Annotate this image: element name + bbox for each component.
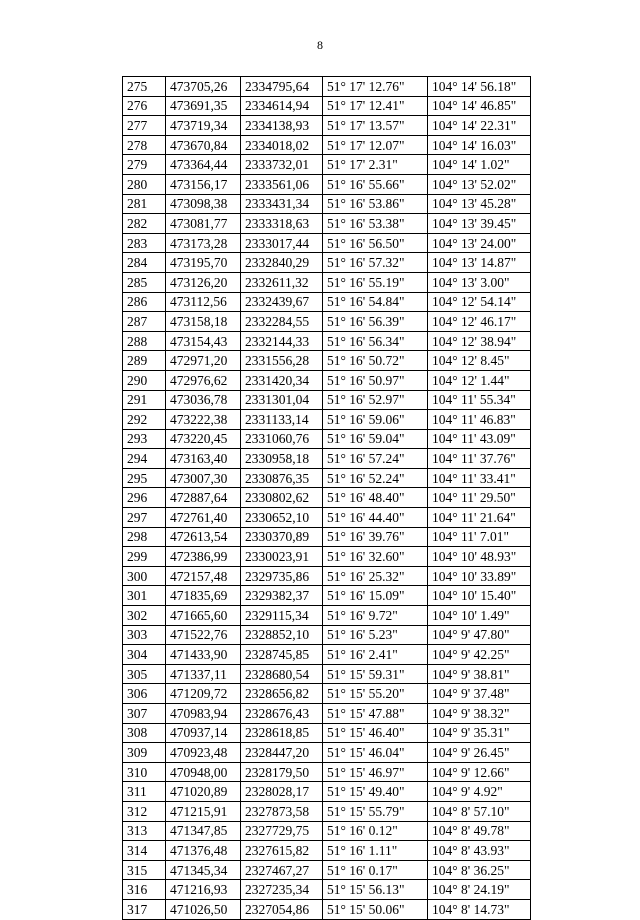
latitude-cell: 51° 15' 56.13"	[323, 880, 428, 900]
table-row	[123, 664, 531, 684]
longitude-cell: 104° 9' 38.32"	[428, 704, 531, 724]
x-coordinate-cell: 473156,17	[166, 174, 241, 194]
latitude-cell: 51° 16' 2.41"	[323, 645, 428, 665]
table-row	[123, 292, 531, 312]
table-row	[123, 508, 531, 528]
longitude-cell: 104° 13' 14.87"	[428, 253, 531, 273]
y-coordinate-cell: 2328028,17	[241, 782, 323, 802]
longitude-cell: 104° 14' 46.85"	[428, 96, 531, 116]
point-number-cell: 302	[123, 606, 166, 626]
table-row	[123, 272, 531, 292]
x-coordinate-cell: 471209,72	[166, 684, 241, 704]
x-coordinate-cell: 472887,64	[166, 488, 241, 508]
latitude-cell: 51° 15' 55.20"	[323, 684, 428, 704]
table-row	[123, 449, 531, 469]
table-row	[123, 155, 531, 175]
longitude-cell: 104° 11' 55.34"	[428, 390, 531, 410]
longitude-cell: 104° 13' 39.45"	[428, 214, 531, 234]
table-row	[123, 684, 531, 704]
point-number-cell: 315	[123, 860, 166, 880]
point-number-cell: 300	[123, 566, 166, 586]
y-coordinate-cell: 2334138,93	[241, 116, 323, 136]
y-coordinate-cell: 2333431,34	[241, 194, 323, 214]
table-row	[123, 821, 531, 841]
table-row	[123, 214, 531, 234]
x-coordinate-cell: 473163,40	[166, 449, 241, 469]
longitude-cell: 104° 11' 7.01"	[428, 527, 531, 547]
point-number-cell: 277	[123, 116, 166, 136]
latitude-cell: 51° 16' 59.04"	[323, 429, 428, 449]
longitude-cell: 104° 8' 36.25"	[428, 860, 531, 880]
y-coordinate-cell: 2327235,34	[241, 880, 323, 900]
longitude-cell: 104° 11' 33.41"	[428, 468, 531, 488]
table-row	[123, 645, 531, 665]
y-coordinate-cell: 2327873,58	[241, 801, 323, 821]
y-coordinate-cell: 2328618,85	[241, 723, 323, 743]
y-coordinate-cell: 2327467,27	[241, 860, 323, 880]
point-number-cell: 297	[123, 508, 166, 528]
point-number-cell: 280	[123, 174, 166, 194]
table-row	[123, 762, 531, 782]
y-coordinate-cell: 2328745,85	[241, 645, 323, 665]
x-coordinate-cell: 472976,62	[166, 370, 241, 390]
y-coordinate-cell: 2331556,28	[241, 351, 323, 371]
longitude-cell: 104° 14' 16.03"	[428, 135, 531, 155]
y-coordinate-cell: 2330876,35	[241, 468, 323, 488]
latitude-cell: 51° 15' 59.31"	[323, 664, 428, 684]
table-row	[123, 606, 531, 626]
latitude-cell: 51° 15' 46.40"	[323, 723, 428, 743]
latitude-cell: 51° 16' 48.40"	[323, 488, 428, 508]
point-number-cell: 295	[123, 468, 166, 488]
y-coordinate-cell: 2330652,10	[241, 508, 323, 528]
x-coordinate-cell: 471337,11	[166, 664, 241, 684]
longitude-cell: 104° 13' 24.00"	[428, 233, 531, 253]
table-row	[123, 860, 531, 880]
table-row	[123, 351, 531, 371]
latitude-cell: 51° 16' 56.34"	[323, 331, 428, 351]
table-row	[123, 723, 531, 743]
table-row	[123, 899, 531, 919]
y-coordinate-cell: 2328676,43	[241, 704, 323, 724]
y-coordinate-cell: 2332284,55	[241, 312, 323, 332]
point-number-cell: 303	[123, 625, 166, 645]
x-coordinate-cell: 471347,85	[166, 821, 241, 841]
table-row	[123, 135, 531, 155]
x-coordinate-cell: 471026,50	[166, 899, 241, 919]
latitude-cell: 51° 16' 55.66"	[323, 174, 428, 194]
point-number-cell: 278	[123, 135, 166, 155]
point-number-cell: 285	[123, 272, 166, 292]
latitude-cell: 51° 15' 50.06"	[323, 899, 428, 919]
latitude-cell: 51° 16' 5.23"	[323, 625, 428, 645]
latitude-cell: 51° 16' 32.60"	[323, 547, 428, 567]
table-row	[123, 468, 531, 488]
point-number-cell: 313	[123, 821, 166, 841]
x-coordinate-cell: 471376,48	[166, 841, 241, 861]
latitude-cell: 51° 17' 12.41"	[323, 96, 428, 116]
coordinates-table-body	[123, 77, 531, 920]
x-coordinate-cell: 473098,38	[166, 194, 241, 214]
latitude-cell: 51° 15' 49.40"	[323, 782, 428, 802]
y-coordinate-cell: 2332611,32	[241, 272, 323, 292]
longitude-cell: 104° 11' 21.64"	[428, 508, 531, 528]
x-coordinate-cell: 472613,54	[166, 527, 241, 547]
x-coordinate-cell: 473112,56	[166, 292, 241, 312]
y-coordinate-cell: 2327615,82	[241, 841, 323, 861]
latitude-cell: 51° 16' 50.97"	[323, 370, 428, 390]
latitude-cell: 51° 16' 53.38"	[323, 214, 428, 234]
x-coordinate-cell: 473705,26	[166, 77, 241, 97]
y-coordinate-cell: 2328852,10	[241, 625, 323, 645]
latitude-cell: 51° 15' 46.04"	[323, 743, 428, 763]
longitude-cell: 104° 10' 33.89"	[428, 566, 531, 586]
y-coordinate-cell: 2333732,01	[241, 155, 323, 175]
longitude-cell: 104° 14' 1.02"	[428, 155, 531, 175]
point-number-cell: 316	[123, 880, 166, 900]
x-coordinate-cell: 473220,45	[166, 429, 241, 449]
x-coordinate-cell: 472386,99	[166, 547, 241, 567]
table-row	[123, 370, 531, 390]
point-number-cell: 286	[123, 292, 166, 312]
x-coordinate-cell: 473670,84	[166, 135, 241, 155]
longitude-cell: 104° 14' 56.18"	[428, 77, 531, 97]
longitude-cell: 104° 9' 47.80"	[428, 625, 531, 645]
longitude-cell: 104° 11' 46.83"	[428, 410, 531, 430]
latitude-cell: 51° 16' 52.97"	[323, 390, 428, 410]
point-number-cell: 292	[123, 410, 166, 430]
latitude-cell: 51° 16' 25.32"	[323, 566, 428, 586]
x-coordinate-cell: 470948,00	[166, 762, 241, 782]
longitude-cell: 104° 11' 37.76"	[428, 449, 531, 469]
y-coordinate-cell: 2330958,18	[241, 449, 323, 469]
y-coordinate-cell: 2329382,37	[241, 586, 323, 606]
x-coordinate-cell: 470937,14	[166, 723, 241, 743]
point-number-cell: 290	[123, 370, 166, 390]
x-coordinate-cell: 471665,60	[166, 606, 241, 626]
point-number-cell: 284	[123, 253, 166, 273]
latitude-cell: 51° 16' 50.72"	[323, 351, 428, 371]
x-coordinate-cell: 473007,30	[166, 468, 241, 488]
point-number-cell: 301	[123, 586, 166, 606]
latitude-cell: 51° 15' 47.88"	[323, 704, 428, 724]
x-coordinate-cell: 473173,28	[166, 233, 241, 253]
longitude-cell: 104° 9' 42.25"	[428, 645, 531, 665]
table-row	[123, 77, 531, 97]
x-coordinate-cell: 471216,93	[166, 880, 241, 900]
latitude-cell: 51° 16' 55.19"	[323, 272, 428, 292]
y-coordinate-cell: 2328656,82	[241, 684, 323, 704]
latitude-cell: 51° 16' 56.39"	[323, 312, 428, 332]
table-row	[123, 96, 531, 116]
table-row	[123, 488, 531, 508]
table-row	[123, 586, 531, 606]
y-coordinate-cell: 2333318,63	[241, 214, 323, 234]
longitude-cell: 104° 11' 43.09"	[428, 429, 531, 449]
latitude-cell: 51° 17' 12.76"	[323, 77, 428, 97]
latitude-cell: 51° 17' 2.31"	[323, 155, 428, 175]
point-number-cell: 306	[123, 684, 166, 704]
latitude-cell: 51° 16' 57.24"	[323, 449, 428, 469]
table-row	[123, 312, 531, 332]
y-coordinate-cell: 2331420,34	[241, 370, 323, 390]
table-row	[123, 331, 531, 351]
y-coordinate-cell: 2330370,89	[241, 527, 323, 547]
longitude-cell: 104° 14' 22.31"	[428, 116, 531, 136]
point-number-cell: 288	[123, 331, 166, 351]
x-coordinate-cell: 473081,77	[166, 214, 241, 234]
latitude-cell: 51° 16' 59.06"	[323, 410, 428, 430]
latitude-cell: 51° 17' 12.07"	[323, 135, 428, 155]
longitude-cell: 104° 8' 49.78"	[428, 821, 531, 841]
table-row	[123, 429, 531, 449]
longitude-cell: 104° 11' 29.50"	[428, 488, 531, 508]
latitude-cell: 51° 15' 55.79"	[323, 801, 428, 821]
table-row	[123, 704, 531, 724]
point-number-cell: 281	[123, 194, 166, 214]
y-coordinate-cell: 2332439,67	[241, 292, 323, 312]
table-row	[123, 527, 531, 547]
point-number-cell: 304	[123, 645, 166, 665]
point-number-cell: 289	[123, 351, 166, 371]
latitude-cell: 51° 16' 0.17"	[323, 860, 428, 880]
longitude-cell: 104° 10' 15.40"	[428, 586, 531, 606]
table-row	[123, 253, 531, 273]
x-coordinate-cell: 471345,34	[166, 860, 241, 880]
point-number-cell: 293	[123, 429, 166, 449]
y-coordinate-cell: 2332840,29	[241, 253, 323, 273]
x-coordinate-cell: 471020,89	[166, 782, 241, 802]
table-row	[123, 841, 531, 861]
x-coordinate-cell: 473364,44	[166, 155, 241, 175]
point-number-cell: 282	[123, 214, 166, 234]
point-number-cell: 279	[123, 155, 166, 175]
table-row	[123, 880, 531, 900]
y-coordinate-cell: 2331060,76	[241, 429, 323, 449]
y-coordinate-cell: 2329735,86	[241, 566, 323, 586]
latitude-cell: 51° 16' 39.76"	[323, 527, 428, 547]
x-coordinate-cell: 471215,91	[166, 801, 241, 821]
longitude-cell: 104° 10' 48.93"	[428, 547, 531, 567]
point-number-cell: 317	[123, 899, 166, 919]
y-coordinate-cell: 2328179,50	[241, 762, 323, 782]
y-coordinate-cell: 2328447,20	[241, 743, 323, 763]
latitude-cell: 51° 16' 0.12"	[323, 821, 428, 841]
table-row	[123, 782, 531, 802]
x-coordinate-cell: 472971,20	[166, 351, 241, 371]
x-coordinate-cell: 473036,78	[166, 390, 241, 410]
longitude-cell: 104° 8' 57.10"	[428, 801, 531, 821]
latitude-cell: 51° 16' 44.40"	[323, 508, 428, 528]
coordinates-table	[122, 76, 531, 920]
latitude-cell: 51° 16' 53.86"	[323, 194, 428, 214]
longitude-cell: 104° 9' 35.31"	[428, 723, 531, 743]
x-coordinate-cell: 471835,69	[166, 586, 241, 606]
point-number-cell: 296	[123, 488, 166, 508]
longitude-cell: 104° 12' 54.14"	[428, 292, 531, 312]
y-coordinate-cell: 2330802,62	[241, 488, 323, 508]
y-coordinate-cell: 2327729,75	[241, 821, 323, 841]
table-row	[123, 743, 531, 763]
longitude-cell: 104° 13' 45.28"	[428, 194, 531, 214]
table-row	[123, 410, 531, 430]
x-coordinate-cell: 472761,40	[166, 508, 241, 528]
y-coordinate-cell: 2331301,04	[241, 390, 323, 410]
latitude-cell: 51° 16' 15.09"	[323, 586, 428, 606]
table-row	[123, 547, 531, 567]
table-row	[123, 116, 531, 136]
x-coordinate-cell: 473154,43	[166, 331, 241, 351]
x-coordinate-cell: 473195,70	[166, 253, 241, 273]
y-coordinate-cell: 2332144,33	[241, 331, 323, 351]
table-row	[123, 233, 531, 253]
x-coordinate-cell: 472157,48	[166, 566, 241, 586]
point-number-cell: 276	[123, 96, 166, 116]
longitude-cell: 104° 9' 12.66"	[428, 762, 531, 782]
longitude-cell: 104° 8' 43.93"	[428, 841, 531, 861]
table-row	[123, 566, 531, 586]
longitude-cell: 104° 9' 38.81"	[428, 664, 531, 684]
y-coordinate-cell: 2328680,54	[241, 664, 323, 684]
latitude-cell: 51° 16' 54.84"	[323, 292, 428, 312]
x-coordinate-cell: 471522,76	[166, 625, 241, 645]
longitude-cell: 104° 12' 46.17"	[428, 312, 531, 332]
point-number-cell: 311	[123, 782, 166, 802]
point-number-cell: 275	[123, 77, 166, 97]
point-number-cell: 291	[123, 390, 166, 410]
x-coordinate-cell: 473222,38	[166, 410, 241, 430]
x-coordinate-cell: 471433,90	[166, 645, 241, 665]
table-row	[123, 625, 531, 645]
latitude-cell: 51° 16' 56.50"	[323, 233, 428, 253]
y-coordinate-cell: 2330023,91	[241, 547, 323, 567]
longitude-cell: 104° 12' 8.45"	[428, 351, 531, 371]
latitude-cell: 51° 16' 52.24"	[323, 468, 428, 488]
longitude-cell: 104° 8' 24.19"	[428, 880, 531, 900]
x-coordinate-cell: 470983,94	[166, 704, 241, 724]
longitude-cell: 104° 13' 3.00"	[428, 272, 531, 292]
point-number-cell: 307	[123, 704, 166, 724]
point-number-cell: 299	[123, 547, 166, 567]
latitude-cell: 51° 16' 57.32"	[323, 253, 428, 273]
point-number-cell: 314	[123, 841, 166, 861]
y-coordinate-cell: 2333017,44	[241, 233, 323, 253]
point-number-cell: 310	[123, 762, 166, 782]
table-row	[123, 194, 531, 214]
latitude-cell: 51° 15' 46.97"	[323, 762, 428, 782]
longitude-cell: 104° 12' 38.94"	[428, 331, 531, 351]
longitude-cell: 104° 8' 14.73"	[428, 899, 531, 919]
y-coordinate-cell: 2329115,34	[241, 606, 323, 626]
point-number-cell: 287	[123, 312, 166, 332]
longitude-cell: 104° 9' 4.92"	[428, 782, 531, 802]
x-coordinate-cell: 473158,18	[166, 312, 241, 332]
x-coordinate-cell: 473719,34	[166, 116, 241, 136]
latitude-cell: 51° 16' 9.72"	[323, 606, 428, 626]
longitude-cell: 104° 10' 1.49"	[428, 606, 531, 626]
point-number-cell: 305	[123, 664, 166, 684]
point-number-cell: 294	[123, 449, 166, 469]
y-coordinate-cell: 2334018,02	[241, 135, 323, 155]
x-coordinate-cell: 473126,20	[166, 272, 241, 292]
y-coordinate-cell: 2333561,06	[241, 174, 323, 194]
point-number-cell: 312	[123, 801, 166, 821]
longitude-cell: 104° 12' 1.44"	[428, 370, 531, 390]
y-coordinate-cell: 2334795,64	[241, 77, 323, 97]
page-number: 8	[317, 38, 323, 52]
longitude-cell: 104° 9' 26.45"	[428, 743, 531, 763]
latitude-cell: 51° 16' 1.11"	[323, 841, 428, 861]
point-number-cell: 308	[123, 723, 166, 743]
latitude-cell: 51° 17' 13.57"	[323, 116, 428, 136]
table-row	[123, 801, 531, 821]
longitude-cell: 104° 13' 52.02"	[428, 174, 531, 194]
table-row	[123, 174, 531, 194]
x-coordinate-cell: 473691,35	[166, 96, 241, 116]
point-number-cell: 298	[123, 527, 166, 547]
y-coordinate-cell: 2334614,94	[241, 96, 323, 116]
y-coordinate-cell: 2331133,14	[241, 410, 323, 430]
table-row	[123, 390, 531, 410]
point-number-cell: 283	[123, 233, 166, 253]
x-coordinate-cell: 470923,48	[166, 743, 241, 763]
point-number-cell: 309	[123, 743, 166, 763]
y-coordinate-cell: 2327054,86	[241, 899, 323, 919]
longitude-cell: 104° 9' 37.48"	[428, 684, 531, 704]
